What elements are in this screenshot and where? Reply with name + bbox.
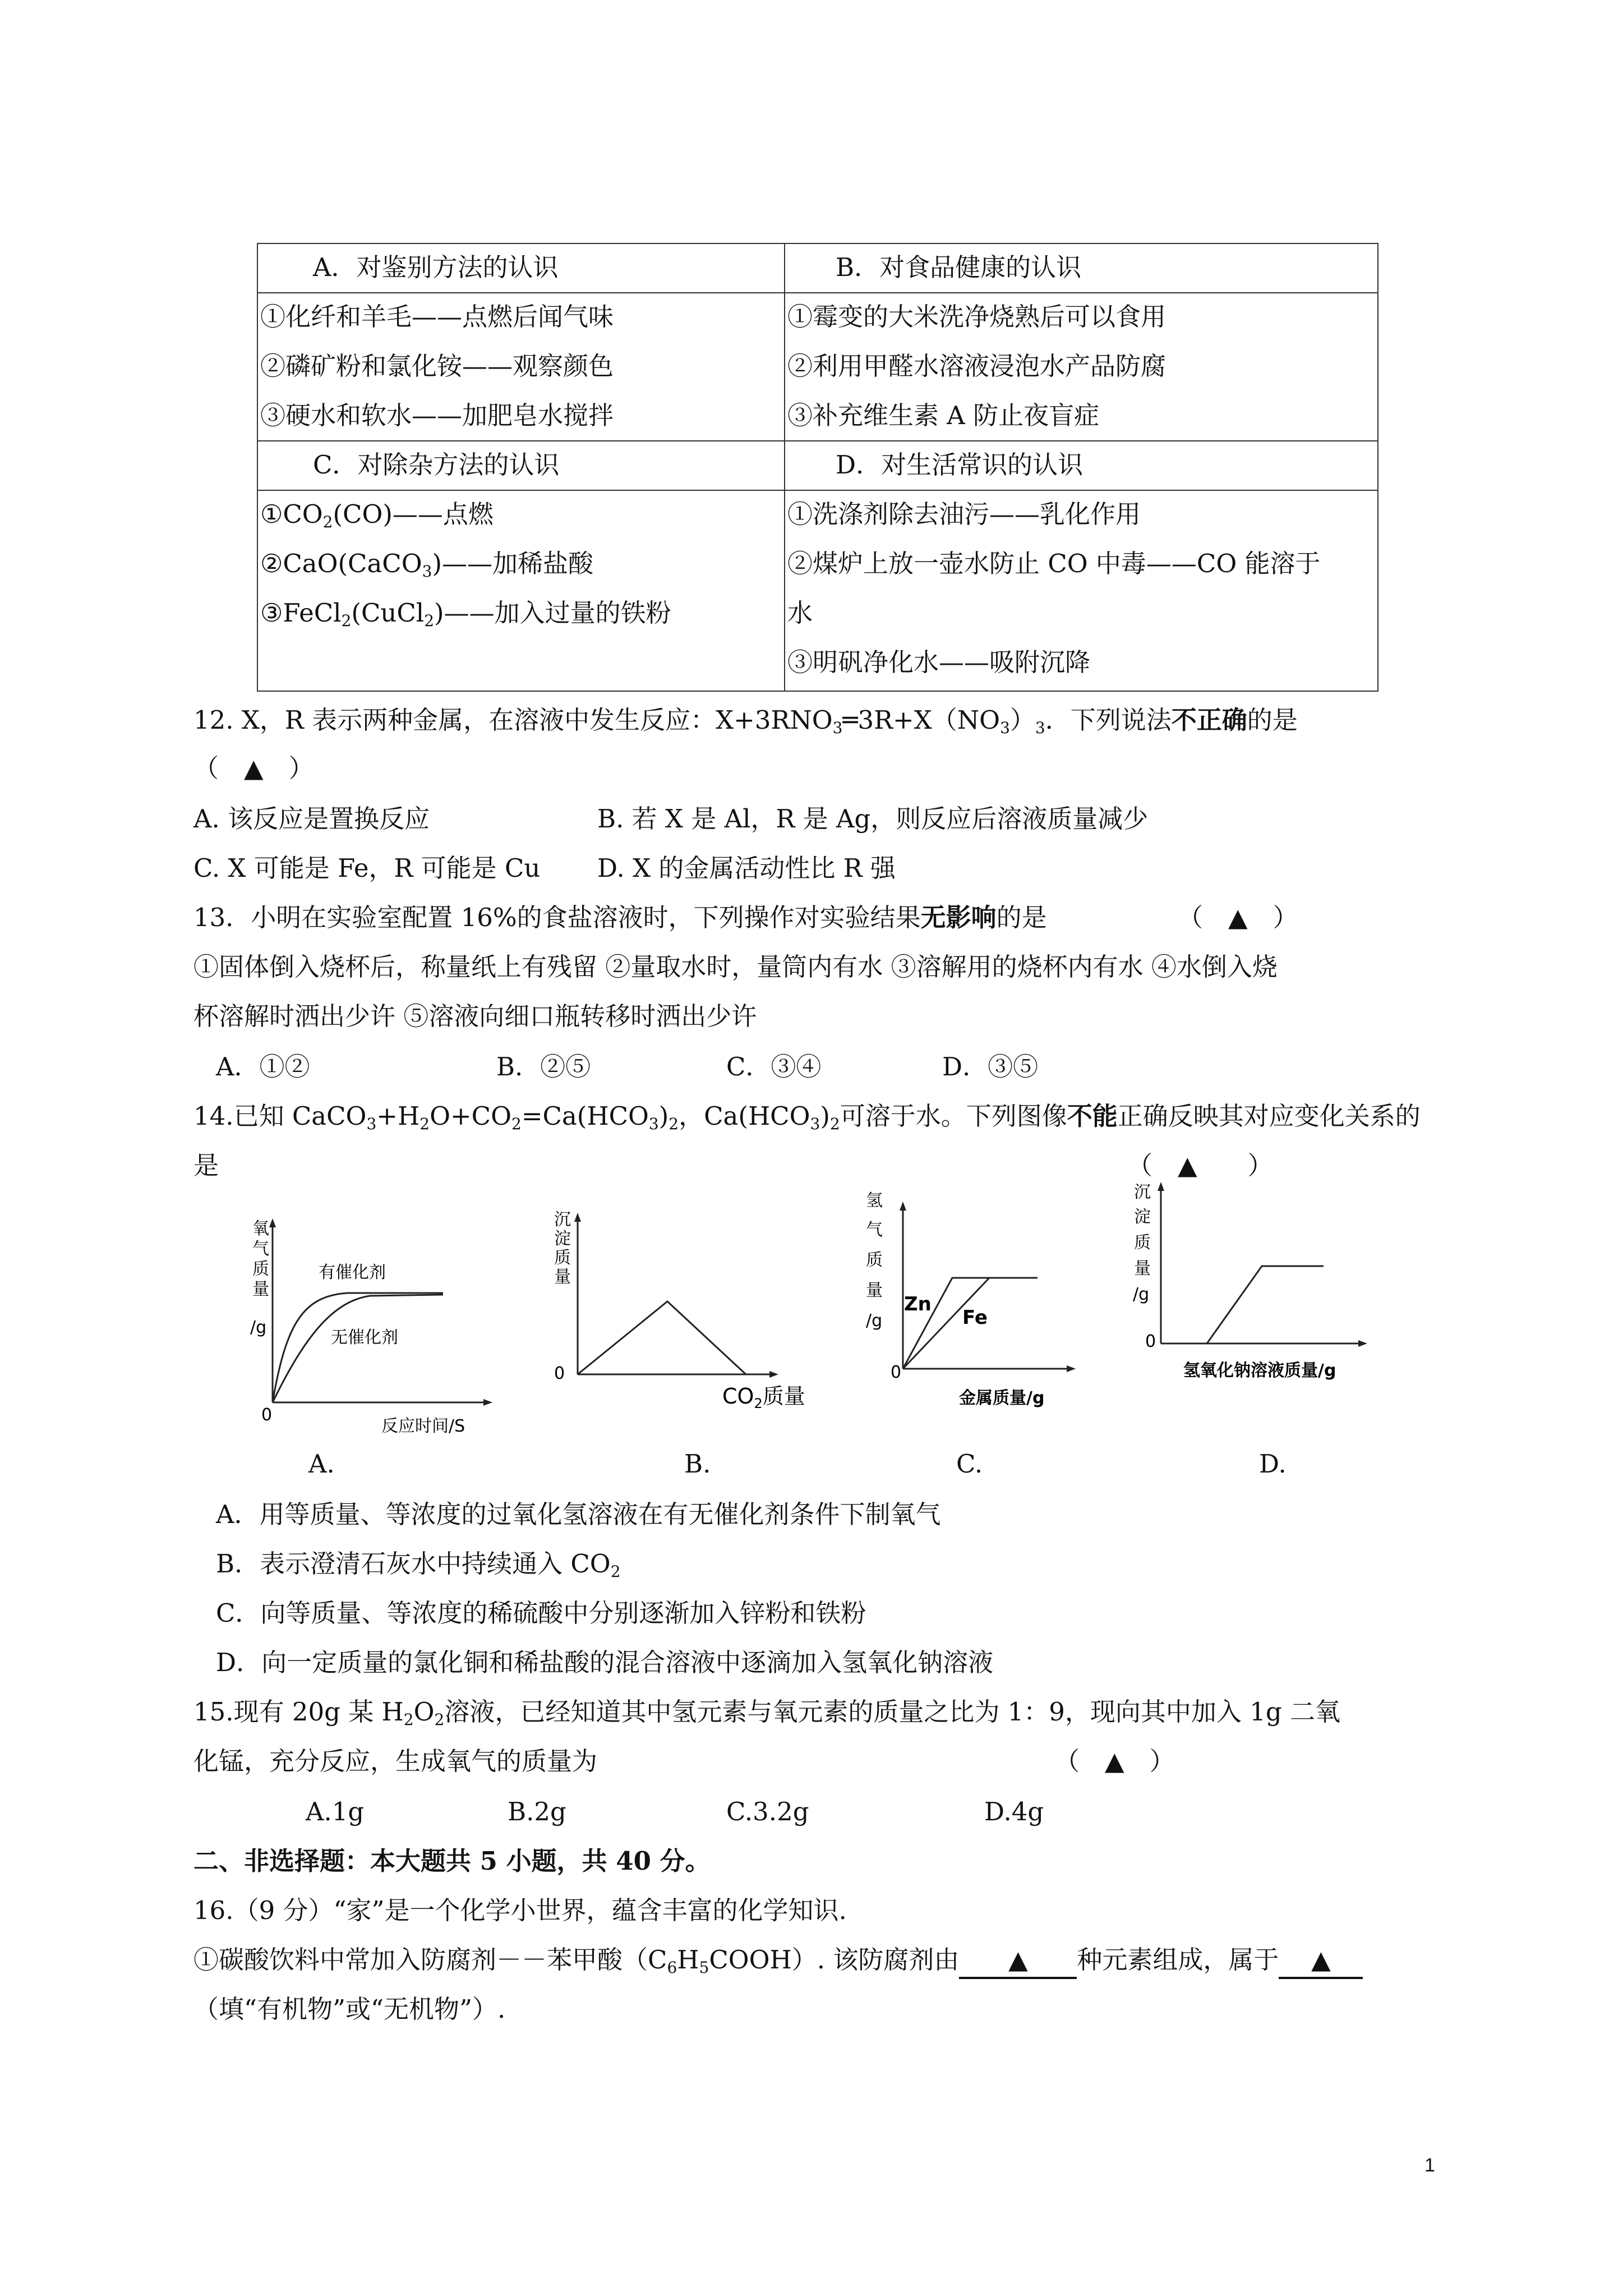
- q14-answer-paren: （ ▲ ）: [1127, 1151, 1273, 1180]
- q15-option-d: D.4g: [984, 1797, 1044, 1826]
- q14-stem: 14.已知 $CaCO_3+H_2O+CO_2=Ca(HCO_3)_2$，$Ca(HCO_3)_2$可溶于水。下列图像不能正确反映其对应变化关系的: [193, 1101, 1421, 1133]
- q16-stem: 16.（9 分）“家”是一个化学小世界，蕴含丰富的化学知识.: [193, 1895, 847, 1925]
- q12-option-b: B. 若 X 是 Al，R 是 Ag，则反应后溶液质量减少: [597, 804, 1149, 834]
- q12-answer-paren: （ ▲ ）: [193, 753, 314, 783]
- table-d-item-2-cont: 水: [787, 598, 813, 628]
- graph-c-ylabel-3: 质: [866, 1250, 883, 1270]
- q14-option-b: B．表示澄清石灰水中持续通入 $CO_2$: [216, 1549, 621, 1581]
- table-a-item-2: ②磷矿粉和氯化铵——观察颜色: [260, 351, 614, 381]
- graph-b-ylabel-1: 沉: [554, 1210, 571, 1230]
- graph-a: [241, 1212, 505, 1438]
- table-d-item-1: ①洗涤剂除去油污——乳化作用: [787, 499, 1141, 529]
- q16-blank-2[interactable]: ▲: [1279, 1943, 1363, 1979]
- graph-c-letter: C.: [956, 1449, 983, 1479]
- q15-stem: 15.现有 20g 某 $H_2O_2$溶液，已经知道其中氢元素与氧元素的质量之比为 1：9，现向其中加入 1g 二氧: [193, 1697, 1340, 1729]
- graph-a-curve-catalyst: [273, 1293, 443, 1402]
- graph-d-ylabel-3: 质: [1134, 1233, 1151, 1253]
- table-c-item-2: ②CaO(CaCO$_3$)——加稀盐酸: [260, 549, 594, 581]
- table-c-item-1: $①CO_2(CO)——$点燃: [260, 499, 494, 531]
- graph-d-ylabel-4: 量: [1134, 1259, 1151, 1278]
- q15-option-c: C.3.2g: [726, 1797, 809, 1826]
- q12-stem: 12. X，R 表示两种金属，在溶液中发生反应：$X+3RNO_3═3R+X(NO_3)_3$．下列说法不正确的是: [193, 705, 1298, 737]
- graph-b-origin: 0: [554, 1364, 565, 1383]
- table-d-item-3: ③明矾净化水——吸附沉降: [787, 647, 1091, 677]
- q16-part-1-hint: （填“有机物”或“无机物”）.: [193, 1994, 506, 2024]
- table-header-a: A．对鉴别方法的认识: [313, 252, 559, 282]
- graph-c-ylabel-5: /g: [866, 1311, 883, 1331]
- graph-d-letter: D.: [1259, 1449, 1287, 1479]
- graph-d-ylabel-5: /g: [1133, 1285, 1150, 1304]
- table-header-d: D．对生活常识的认识: [836, 450, 1083, 480]
- graph-a-curve1-label: 有催化剂: [319, 1263, 386, 1282]
- table-d-item-2: ②煤炉上放一壶水防止 CO 中毒——CO 能溶于: [787, 549, 1321, 578]
- graph-c-origin: 0: [891, 1363, 902, 1382]
- q15-option-b: B.2g: [508, 1797, 566, 1826]
- graph-a-ylabel-2: 气: [252, 1239, 269, 1259]
- graph-a-letter: A.: [308, 1449, 335, 1479]
- table-header-c: C．对除杂方法的认识: [313, 450, 560, 480]
- q16-part-1: ①碳酸饮料中常加入防腐剂－－苯甲酸$(C_6H_5COOH)$. 该防腐剂由 ▲ 种元素组成，属于 ▲: [193, 1943, 1363, 1979]
- table-a-item-3: ③硬水和软水——加肥皂水搅拌: [260, 401, 614, 430]
- table-header-b: B．对食品健康的认识: [836, 252, 1082, 282]
- graph-b-xlabel: $CO_2$质量: [722, 1384, 805, 1411]
- q13-answer-paren: （ ▲ ）: [1178, 903, 1298, 932]
- graph-c: [852, 1184, 1088, 1421]
- graph-d-xlabel: 氢氧化钠溶液质量/g: [1183, 1361, 1336, 1381]
- q15-option-a: A.1g: [306, 1797, 365, 1826]
- graph-c-zn-label: Zn: [904, 1293, 932, 1315]
- graph-a-origin: 0: [261, 1405, 273, 1425]
- q14-line-2: 是: [193, 1151, 219, 1180]
- table-c-item-3: ③FeCl$_2$(CuCl$_2$)——加入过量的铁粉: [260, 598, 671, 630]
- graph-a-ylabel-1: 氧: [252, 1219, 269, 1239]
- graph-c-xlabel: 金属质量/g: [959, 1388, 1045, 1408]
- table-a-item-1: ①化纤和羊毛——点燃后闻气味: [260, 302, 614, 332]
- q13-stem: 13．小明在实验室配置 16%的食盐溶液时，下列操作对实验结果无影响的是: [193, 903, 1047, 932]
- comparison-table: [257, 243, 1378, 692]
- table-b-item-2: ②利用甲醛水溶液浸泡水产品防腐: [787, 351, 1166, 381]
- graph-b-line: [578, 1301, 746, 1374]
- graph-c-ylabel-1: 氢: [866, 1191, 883, 1211]
- graph-d-line: [1207, 1266, 1324, 1343]
- graph-a-ylabel-4: 量: [252, 1280, 269, 1299]
- graph-a-curve2-label: 无催化剂: [331, 1328, 398, 1347]
- graph-b-letter: B.: [684, 1449, 711, 1479]
- graph-b-ylabel-2: 淀: [554, 1229, 571, 1249]
- q13-option-c: C．③④: [726, 1052, 822, 1082]
- q15-line-2: 化锰，充分反应，生成氧气的质量为: [193, 1746, 598, 1776]
- q14-option-d: D．向一定质量的氯化铜和稀盐酸的混合溶液中逐滴加入氢氧化钠溶液: [216, 1648, 994, 1677]
- page-number: 1: [1424, 2155, 1435, 2176]
- q13-option-d: D．③⑤: [942, 1052, 1039, 1082]
- table-b-item-1: ①霉变的大米洗净烧熟后可以食用: [787, 302, 1166, 332]
- graph-c-fe-label: Fe: [962, 1306, 988, 1329]
- graph-a-curve-nocatalyst: [273, 1295, 443, 1402]
- section-2-heading: 二、非选择题：本大题共 5 小题，共 40 分。: [193, 1846, 711, 1876]
- q13-option-a: A．①②: [216, 1052, 310, 1082]
- graph-b: [516, 1206, 813, 1416]
- q12-option-c: C. X 可能是 Fe，R 可能是 Cu: [193, 853, 541, 883]
- graph-a-xlabel: 反应时间/S: [381, 1416, 465, 1436]
- q14-option-c: C．向等质量、等浓度的稀硫酸中分别逐渐加入锌粉和铁粉: [216, 1598, 866, 1628]
- q15-answer-paren: （ ▲ ）: [1054, 1746, 1175, 1776]
- graph-b-ylabel-3: 质: [554, 1248, 571, 1268]
- graph-a-ylabel-3: 质: [252, 1259, 269, 1279]
- graph-d-ylabel-2: 淀: [1134, 1207, 1151, 1227]
- graph-b-ylabel-4: 量: [554, 1267, 571, 1287]
- q13-option-b: B．②⑤: [496, 1052, 591, 1082]
- q12-option-d: D. X 的金属活动性比 R 强: [597, 853, 896, 883]
- graph-d-ylabel-1: 沉: [1134, 1182, 1151, 1202]
- q13-line-2: ①固体倒入烧杯后，称量纸上有残留 ②量取水时，量筒内有水 ③溶解用的烧杯内有水 ④水倒入烧: [193, 952, 1278, 982]
- q16-blank-1[interactable]: ▲: [959, 1943, 1077, 1979]
- q14-option-a: A．用等质量、等浓度的过氧化氢溶液在有无催化剂条件下制氧气: [216, 1499, 941, 1529]
- q13-line-3: 杯溶解时洒出少许 ⑤溶液向细口瓶转移时洒出少许: [193, 1001, 757, 1031]
- graph-c-ylabel-2: 气: [866, 1220, 883, 1240]
- graph-d-origin: 0: [1145, 1332, 1156, 1351]
- graph-a-ylabel-5: /g: [250, 1318, 267, 1337]
- table-b-item-3: ③补充维生素 A 防止夜盲症: [787, 401, 1100, 430]
- q12-option-a: A. 该反应是置换反应: [193, 804, 430, 834]
- graph-d: [1127, 1175, 1385, 1391]
- graph-c-ylabel-4: 量: [866, 1281, 883, 1300]
